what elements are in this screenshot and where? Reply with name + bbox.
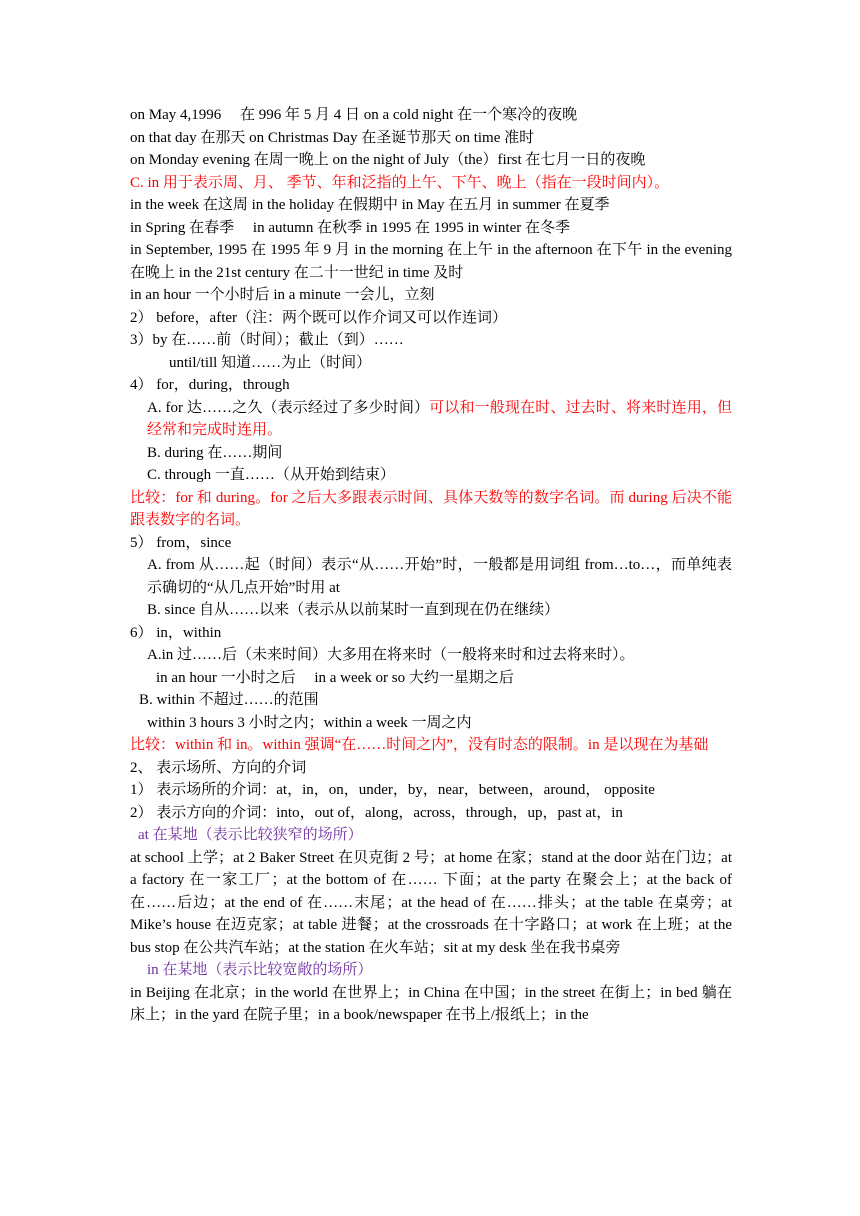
text-line: in the week 在这周 in the holiday 在假期中 in May 在五月 in summer 在夏季 [130, 197, 610, 213]
text-line: in an hour 一个小时后 in a minute 一会儿，立刻 [130, 287, 435, 303]
text-line: in Spring 在春季 in autumn 在秋季 in 1995 在 1995 in winter 在冬季 [130, 219, 570, 236]
comparison-note: 比较：for 和 during。for 之后大多跟表示时间、具体天数等的数字名词。而 during 后决不能跟表数字的名词。 [130, 489, 732, 528]
list-heading: 2） 表示方向的介词：into，out of，along，across，through，up，past at，in [130, 804, 623, 821]
text-line: on Monday evening 在周一晚上 on the night of July（the）first 在七月一日的夜晚 [130, 152, 646, 168]
text-paragraph: A. from 从……起（时间）表示“从……开始”时，一般都是用词组 from…to…，而单纯表示确切的“从几点开始”时用 at [147, 557, 732, 596]
text-paragraph: at school 上学；at 2 Baker Street 在贝克街 2 号；at home 在家；stand at the door 站在门边；at a factory 在一家工厂；at the bottom of 在…… 下面；at the party 在聚会上；at the back of 在……后边；at the end of 在……末尾；at the head of 在……排头；at the table 在桌旁；at Mike’s house 在迈克家；at table 进餐；at the crossroads 在十字路口；at work 在上班；at the bus stop 在公共汽车站；at the station 在火车站；sit at my desk 坐在我书桌旁 [130, 849, 732, 956]
list-heading: 5） from，since [130, 534, 232, 551]
text-paragraph [130, 397, 732, 442]
document-page [130, 104, 732, 1027]
text-paragraph: in Beijing 在北京；in the world 在世界上；in China 在中国；in the street 在街上；in bed 躺在床上；in the yard 在院子里；in a book/newspaper 在书上/报纸上；in the [130, 984, 732, 1023]
comparison-note: 比较：within 和 in。within 强调“在……时间之内”，没有时态的限制。in 是以现在为基础 [130, 737, 709, 753]
text-span: A. for 达……之久（表示经过了多少时间） [147, 399, 430, 416]
text-line: on that day 在那天 on Christmas Day 在圣诞节那天 on time 准时 [130, 129, 535, 146]
text-line: B. within 不超过……的范围 [139, 692, 319, 708]
section-heading: 2、 表示场所、方向的介词 [130, 759, 307, 776]
text-line: B. since 自从……以来（表示从以前某时一直到现在仍在继续） [147, 602, 560, 618]
text-line: on May 4,1996 在 996 年 5 月 4 日 on a cold night 在一个寒冷的夜晚 [130, 107, 578, 123]
section-note-c-in: C. in 用于表示周、月、 季节、年和泛指的上午、下午、晚上（指在一段时间内）。 [130, 174, 670, 191]
subheading-in: in 在某地（表示比较宽敞的场所） [147, 962, 373, 978]
subheading-at: at 在某地（表示比较狭窄的场所） [138, 827, 363, 843]
list-heading: 6） in，within [130, 624, 222, 641]
list-heading: 2） before，after（注：两个既可以作介词又可以作连词） [130, 309, 508, 326]
list-heading: 4） for，during，through [130, 377, 290, 393]
list-heading: 1） 表示场所的介词：at，in，on，under，by，near，between，around， opposite [130, 782, 655, 798]
text-line: in an hour 一小时之后 in a week or so 大约一星期之后 [156, 669, 514, 686]
highlight-note: 可以和一般现在时、过去时、将来时连用，但经常和完成时连用。 [147, 399, 732, 438]
list-heading: 3）by 在……前（时间）；截止（到）…… [130, 332, 404, 348]
text-line: A.in 过……后（未来时间）大多用在将来时（一般将来时和过去将来时）。 [147, 647, 635, 663]
text-line: within 3 hours 3 小时之内；within a week 一周之内 [147, 714, 472, 731]
text-paragraph: in September, 1995 在 1995 年 9 月 in the morning 在上午 in the afternoon 在下午 in the evening 在晚上 in the 21st century 在二十一世纪 in time 及时 [130, 242, 732, 281]
text-line: until/till 知道……为止（时间） [169, 354, 372, 371]
text-line: B. during 在……期间 [147, 444, 283, 461]
text-line: C. through 一直……（从开始到结束） [147, 467, 395, 483]
